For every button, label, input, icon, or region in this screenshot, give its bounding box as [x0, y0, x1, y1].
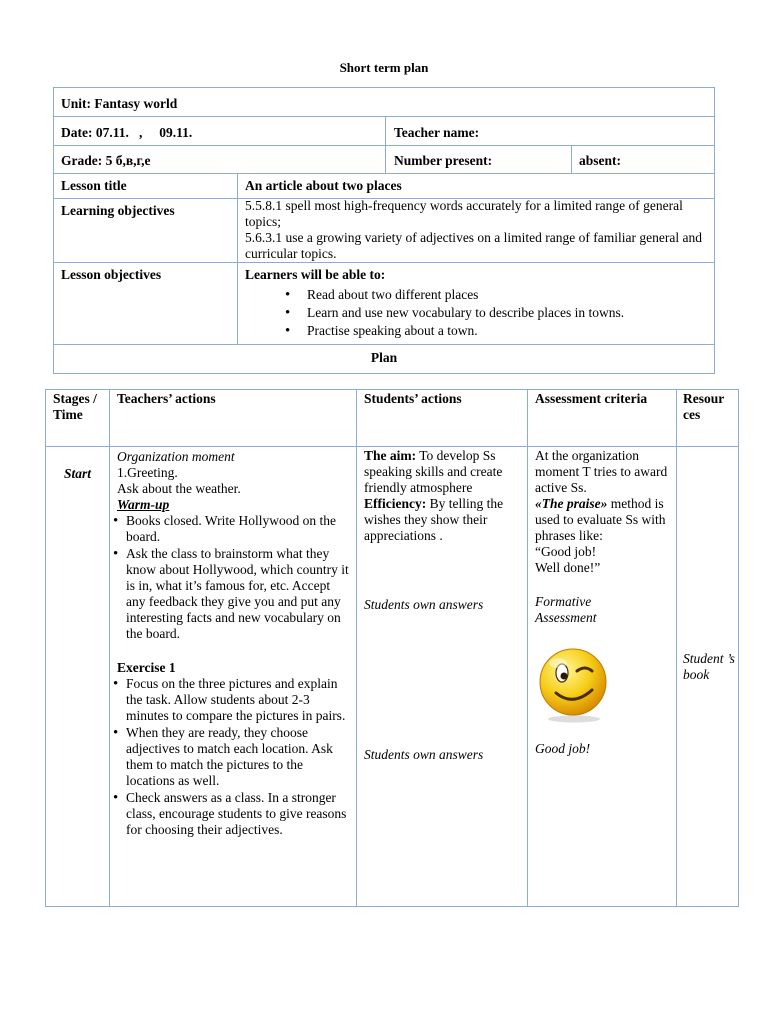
assessment-text: At the organization moment T tries to award active Ss. — [535, 448, 668, 495]
weather: Ask about the weather. — [117, 481, 241, 496]
list-item: • Ask the class to brainstorm what they know about Hollywood, which country it is in, what it’s famous for, etc. Accept any feedback they give you and put any interesting facts and new vocabulary on the board. — [113, 546, 353, 642]
header-stages: Stages / Time — [53, 391, 97, 422]
list-item: • Practise speaking about a town. — [245, 323, 711, 339]
quote-good-job: “Good job! — [535, 544, 597, 559]
resources-students-book: Student ’s book — [683, 651, 735, 682]
learning-objectives-label: Learning objectives — [61, 203, 175, 218]
header-teachers-actions: Teachers’ actions — [117, 391, 216, 406]
divider — [356, 389, 357, 907]
learning-objectives-text — [245, 198, 711, 262]
praise-label: «The praise» — [535, 496, 608, 511]
divider — [53, 173, 715, 174]
exercise-list — [113, 676, 353, 838]
formative-assessment: Formative Assessment — [535, 594, 597, 625]
efficiency-text: By telling the wishes they show their appreciations . — [364, 496, 504, 543]
divider — [53, 145, 715, 146]
learning-objective: 5.6.3.1 use a growing variety of adjectives on a limited range of familiar general and curricular topics. — [245, 230, 702, 261]
divider — [45, 446, 739, 447]
greeting: 1.Greeting. — [117, 465, 178, 480]
list-item: • Check answers as a class. In a stronger class, encourage students to give reasons for choosing their adjectives. — [113, 790, 353, 838]
aim — [364, 448, 524, 496]
date-label: Date: 07.11. , 09.11. — [61, 125, 193, 140]
assessment-cell — [535, 448, 675, 576]
quote-well-done: Well done!” — [535, 560, 601, 575]
divider — [53, 262, 715, 263]
divider — [53, 344, 715, 345]
warm-up-heading: Warm-up — [117, 497, 170, 512]
students-actions-cell — [364, 448, 524, 544]
lesson-title-label: Lesson title — [61, 178, 127, 193]
divider — [527, 389, 528, 907]
list-item: • When they are ready, they choose adjectives to match each location. Ask them to match the pictures to the locations as well. — [113, 725, 353, 789]
students-own-answers: Students own answers — [364, 597, 484, 612]
header-resources: Resour ces — [683, 391, 725, 422]
good-job-text: Good job! — [535, 741, 591, 756]
efficiency — [364, 496, 524, 544]
list-item: • Books closed. Write Hollywood on the board. — [113, 513, 353, 545]
learning-objective: 5.5.8.1 spell most high-frequency words accurately for a limited range of general topics; — [245, 198, 683, 229]
lesson-objectives — [245, 267, 711, 339]
grade-label: Grade: 5 б,в,г,е — [61, 153, 151, 168]
list-item: • Read about two different places — [245, 287, 711, 303]
list-item: • Learn and use new vocabulary to describe places in towns. — [245, 305, 711, 321]
praise-text: method is used to evaluate Ss with phrases like: — [535, 496, 666, 543]
divider — [237, 173, 238, 344]
divider — [676, 389, 677, 907]
header-assessment-criteria: Assessment criteria — [535, 391, 648, 406]
aim-label: The aim: — [364, 448, 417, 463]
divider — [109, 389, 110, 907]
unit-label: Unit: Fantasy world — [61, 96, 178, 111]
number-present-label: Number present: — [394, 153, 493, 168]
praise-method — [535, 496, 675, 544]
winking-smiley-icon — [536, 641, 610, 723]
header-students-actions: Students’ actions — [364, 391, 462, 406]
warm-up-list — [113, 513, 353, 642]
exercise-heading: Exercise 1 — [117, 660, 176, 675]
page-title: Short term plan — [339, 60, 429, 75]
divider — [385, 116, 386, 173]
teachers-actions-cell — [117, 449, 353, 838]
lesson-objectives-list — [245, 287, 711, 339]
students-own-answers: Students own answers — [364, 747, 484, 762]
divider — [571, 145, 572, 173]
lesson-objectives-label: Lesson objectives — [61, 267, 162, 282]
efficiency-label: Efficiency: — [364, 496, 427, 511]
stage-start: Start — [64, 466, 92, 481]
lesson-objectives-intro: Learners will be able to: — [245, 267, 386, 282]
divider — [53, 116, 715, 117]
list-item: • Focus on the three pictures and explain the task. Allow students about 2-3 minutes to compare the pictures in pairs. — [113, 676, 353, 724]
teacher-name-label: Teacher name: — [394, 125, 480, 140]
absent-label: absent: — [579, 153, 622, 168]
lesson-title-value: An article about two places — [245, 178, 402, 193]
aim-text: To develop Ss speaking skills and create friendly atmosphere — [364, 448, 503, 495]
plan-heading: Plan — [370, 350, 398, 365]
organization-moment: Organization moment — [117, 449, 235, 464]
